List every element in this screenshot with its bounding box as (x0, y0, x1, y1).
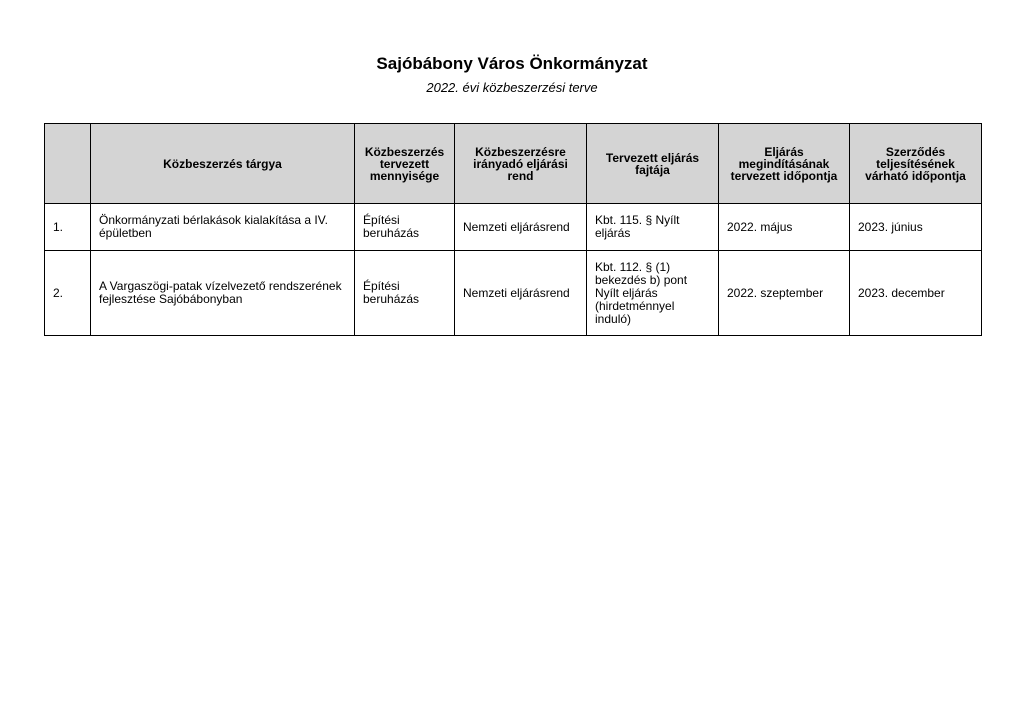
header-completion-date: Szerződés teljesítésének várható időpontja (850, 124, 982, 204)
row-procedure-regime: Nemzeti eljárásrend (455, 251, 587, 336)
row-quantity: Építési beruházás (355, 251, 455, 336)
document-title: Sajóbábony Város Önkormányzat (376, 54, 648, 73)
header-number (45, 124, 91, 204)
header-subject: Közbeszerzés tárgya (91, 124, 355, 204)
table-row (45, 251, 982, 336)
row-subject: A Vargaszögi-patak vízelvezető rendszerének fejlesztése Sajóbábonyban (91, 251, 355, 336)
row-number: 2. (45, 251, 91, 336)
row-subject: Önkormányzati bérlakások kialakítása a IV. épületben (91, 204, 355, 251)
row-completion-date: 2023. június (850, 204, 982, 251)
row-start-date: 2022. május (719, 204, 850, 251)
row-quantity: Építési beruházás (355, 204, 455, 251)
document-subtitle: 2022. évi közbeszerzési terve (426, 80, 598, 95)
row-procedure-regime: Nemzeti eljárásrend (455, 204, 587, 251)
table-row (45, 204, 982, 251)
header-quantity: Közbeszerzés tervezett mennyisége (355, 124, 455, 204)
row-procedure-type: Kbt. 112. § (1) bekezdés b) pont Nyílt eljárás (hirdetménnyel induló) (587, 251, 719, 336)
row-number: 1. (45, 204, 91, 251)
row-start-date: 2022. szeptember (719, 251, 850, 336)
header-start-date: Eljárás megindításának tervezett időpontja (719, 124, 850, 204)
row-procedure-type: Kbt. 115. § Nyílt eljárás (587, 204, 719, 251)
row-completion-date: 2023. december (850, 251, 982, 336)
procurement-plan-table (44, 123, 982, 336)
table-header-row (45, 124, 982, 204)
header-procedure-type: Tervezett eljárás fajtája (587, 124, 719, 204)
header-procedure-regime: Közbeszerzésre irányadó eljárási rend (455, 124, 587, 204)
